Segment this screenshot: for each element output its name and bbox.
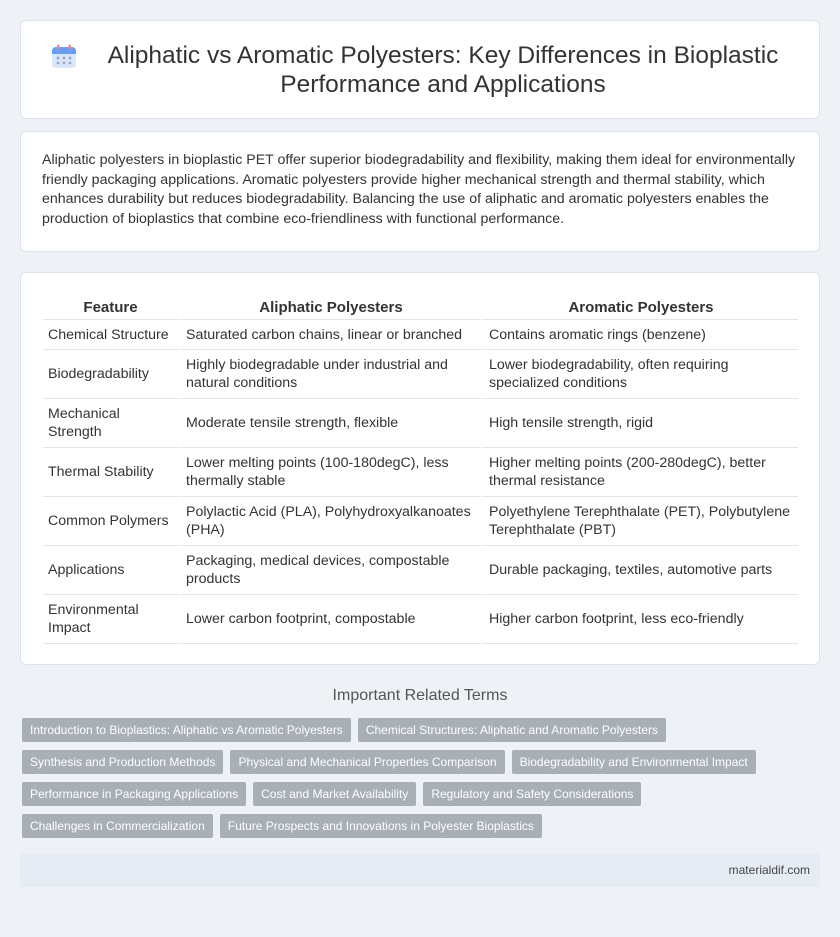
- title-card: [20, 20, 820, 119]
- title-wrap: [51, 41, 789, 99]
- table-cell-aliphatic: Saturated carbon chains, linear or branched: [178, 320, 481, 350]
- table-row: [43, 399, 798, 448]
- table-cell-aromatic: Lower biodegradability, often requiring specialized conditions: [481, 350, 798, 399]
- table-row: [43, 595, 798, 644]
- related-term-tag[interactable]: Physical and Mechanical Properties Comparison: [230, 750, 504, 774]
- table-cell-aromatic: Durable packaging, textiles, automotive parts: [481, 546, 798, 595]
- related-term-tag[interactable]: Cost and Market Availability: [253, 782, 416, 806]
- table-cell-feature: Applications: [43, 546, 178, 595]
- related-term-tag[interactable]: Introduction to Bioplastics: Aliphatic vs Aromatic Polyesters: [22, 718, 351, 742]
- column-header: Aliphatic Polyesters: [178, 293, 481, 320]
- footer-site-link[interactable]: materialdif.com: [728, 863, 810, 877]
- table-header-row: [43, 293, 798, 320]
- footer: [20, 854, 820, 887]
- table-cell-aromatic: High tensile strength, rigid: [481, 399, 798, 448]
- table-row: [43, 497, 798, 546]
- related-term-tag[interactable]: Performance in Packaging Applications: [22, 782, 246, 806]
- table-cell-aliphatic: Moderate tensile strength, flexible: [178, 399, 481, 448]
- comparison-table: [43, 293, 798, 644]
- table-cell-feature: Common Polymers: [43, 497, 178, 546]
- related-term-tag[interactable]: Synthesis and Production Methods: [22, 750, 223, 774]
- page-title: Aliphatic vs Aromatic Polyesters: Key Differences in Bioplastic Performance and Applications: [107, 41, 779, 98]
- table-cell-aliphatic: Lower melting points (100-180degC), less thermally stable: [178, 448, 481, 497]
- table-cell-feature: Environmental Impact: [43, 595, 178, 644]
- table-cell-aliphatic: Lower carbon footprint, compostable: [178, 595, 481, 644]
- table-row: [43, 320, 798, 350]
- related-term-tag[interactable]: Regulatory and Safety Considerations: [423, 782, 641, 806]
- table-row: [43, 350, 798, 399]
- table-cell-feature: Chemical Structure: [43, 320, 178, 350]
- table-cell-aliphatic: Highly biodegradable under industrial and natural conditions: [178, 350, 481, 399]
- table-cell-feature: Biodegradability: [43, 350, 178, 399]
- related-terms-list: [22, 718, 820, 846]
- related-term-tag[interactable]: Challenges in Commercialization: [22, 814, 213, 838]
- table-cell-feature: Thermal Stability: [43, 448, 178, 497]
- table-row: [43, 448, 798, 497]
- related-terms-title: Important Related Terms: [332, 687, 508, 704]
- table-cell-feature: Mechanical Strength: [43, 399, 178, 448]
- column-header: Feature: [43, 293, 178, 320]
- related-term-tag[interactable]: Future Prospects and Innovations in Polyester Bioplastics: [220, 814, 542, 838]
- table-cell-aromatic: Higher carbon footprint, less eco-friendly: [481, 595, 798, 644]
- column-header: Aromatic Polyesters: [481, 293, 798, 320]
- related-term-tag[interactable]: Biodegradability and Environmental Impact: [512, 750, 756, 774]
- related-term-tag[interactable]: Chemical Structures: Aliphatic and Aromatic Polyesters: [358, 718, 666, 742]
- table-cell-aliphatic: Packaging, medical devices, compostable products: [178, 546, 481, 595]
- intro-card: [20, 131, 820, 252]
- intro-paragraph: Aliphatic polyesters in bioplastic PET offer superior biodegradability and flexibility, making them ideal for environmentally friendly packaging applications. Aromatic polyesters provide higher mechanical strength and thermal stability, which enhances durability but reduces biodegradability. Balancing the use of aliphatic and aromatic polyesters enables the production of bioplastics that combine eco-friendliness with functional performance.: [42, 152, 796, 227]
- table-cell-aliphatic: Polylactic Acid (PLA), Polyhydroxyalkanoates (PHA): [178, 497, 481, 546]
- table-cell-aromatic: Contains aromatic rings (benzene): [481, 320, 798, 350]
- comparison-card: [20, 272, 820, 665]
- table-row: [43, 546, 798, 595]
- table-cell-aromatic: Polyethylene Terephthalate (PET), Polybutylene Terephthalate (PBT): [481, 497, 798, 546]
- table-cell-aromatic: Higher melting points (200-280degC), better thermal resistance: [481, 448, 798, 497]
- calendar-grid-icon: [51, 44, 77, 70]
